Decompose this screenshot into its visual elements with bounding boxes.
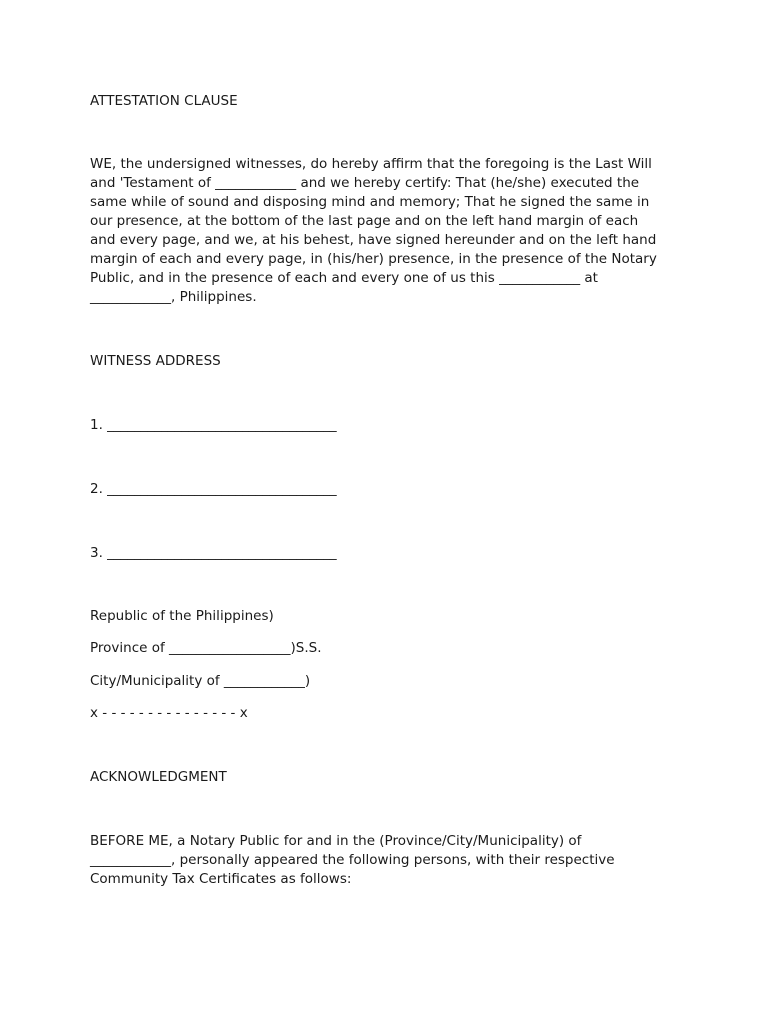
witness-line-2: 2. __________________________________ <box>90 481 337 497</box>
acknowledgment-paragraph: BEFORE ME, a Notary Public for and in the (Province/City/Municipality) of ____________, personally appeared the following persons, with their respective Community Tax Certificates as follows: <box>90 833 615 887</box>
venue-province-line: Province of __________________)S.S. <box>90 640 322 656</box>
witness-address-heading: WITNESS ADDRESS <box>90 353 221 369</box>
acknowledgment-heading: ACKNOWLEDGMENT <box>90 769 227 785</box>
venue-city-line: City/Municipality of ____________) <box>90 673 311 689</box>
witness-line-1: 1. __________________________________ <box>90 417 337 433</box>
venue-republic-line: Republic of the Philippines) <box>90 608 274 624</box>
venue-separator-line: x - - - - - - - - - - - - - - - x <box>90 705 248 721</box>
attestation-heading: ATTESTATION CLAUSE <box>90 93 238 109</box>
witness-line-3: 3. __________________________________ <box>90 545 337 561</box>
attestation-paragraph: WE, the undersigned witnesses, do hereby affirm that the foregoing is the Last Will and 'Testament of ____________ and we hereby certify: That (he/she) executed the same while of sound and disposing mind and memory; That he signed the same in our presence, at the bottom of the last page and on the left hand margin of each and every page, and we, at his behest, have signed hereunder and on the left hand margin of each and every page, in (his/her) presence, in the presence of the Notary Public, and in the presence of each and every one of us this ____________ at ____________, Philippines. <box>90 156 657 305</box>
